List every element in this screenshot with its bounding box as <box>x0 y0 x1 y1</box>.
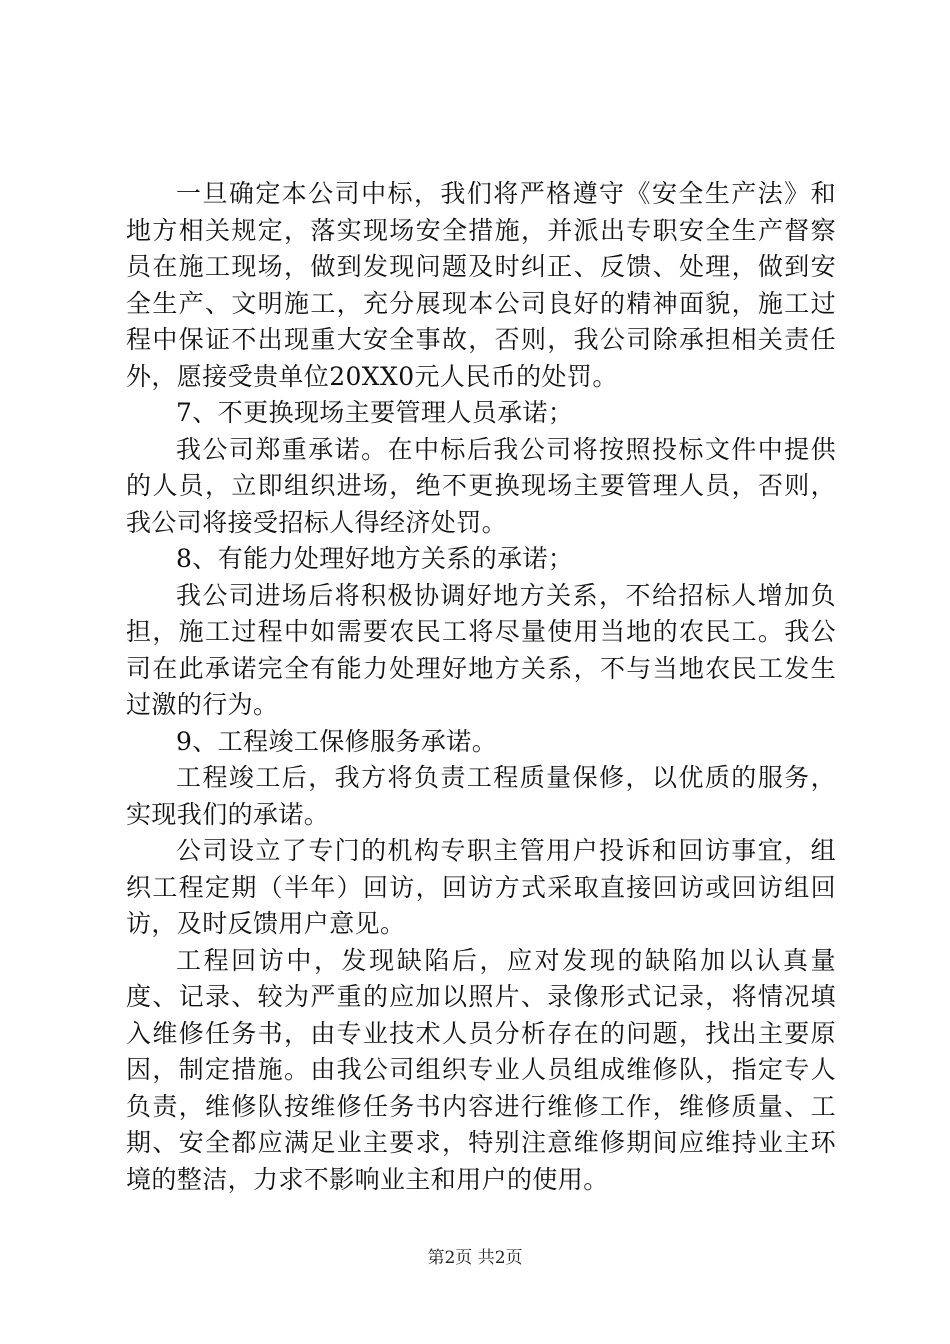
heading-item-9: 9、工程竣工保修服务承诺。 <box>176 726 498 756</box>
paragraph-warranty: 工程竣工后，我方将负责工程质量保修，以优质的服务，实现我们的承诺。 <box>126 763 836 829</box>
heading-item-8: 8、有能力处理好地方关系的承诺； <box>176 544 574 573</box>
paragraph-follow-up-visits: 公司设立了专门的机构专职主管用户投诉和回访事宜，组织工程定期（半年）回访，回访方式采取直接回访或回访组回访，及时反馈用户意见。 <box>126 836 836 938</box>
paragraph-local-relations: 我公司进场后将积极协调好地方关系，不给招标人增加负担，施工过程中如需要农民工将尽量使用当地的农民工。我公司在此承诺完全有能力处理好地方关系，不与当地农民工发生过激的行为。 <box>126 580 836 719</box>
paragraph-defect-repair: 工程回访中，发现缺陷后，应对发现的缺陷加以认真量度、记录、较为严重的应加以照片、录像形式记录，将情况填入维修任务书，由专业技术人员分析存在的问题，找出主要原因，制定措施。由我公司组织专业人员组成维修队，指定专人负责，维修队按维修任务书内容进行维修工作，维修质量、工期、安全都应满足业主要求，特别注意维修期间应维持业主环境的整洁，力求不影响业主和用户的使用。 <box>126 945 836 1194</box>
paragraph-safety-commitment: 一旦确定本公司中标，我们将严格遵守《安全生产法》和地方相关规定，落实现场安全措施，并派出专职安全生产督察员在施工现场，做到发现问题及时纠正、反馈、处理，做到安全生产、文明施工，充分展现本公司良好的精神面貌，施工过程中保证不出现重大安全事故，否则，我公司除承担相关责任外，愿接受贵单位20XX0元人民币的处罚。 <box>126 179 836 391</box>
heading-item-7: 7、不更换现场主要管理人员承诺； <box>176 398 574 427</box>
document-body <box>126 176 836 1198</box>
page-number-footer: 第2页 共2页 <box>427 1248 523 1268</box>
paragraph-staff-commitment: 我公司郑重承诺。在中标后我公司将按照投标文件中提供的人员，立即组织进场，绝不更换现场主要管理人员，否则，我公司将接受招标人得经济处罚。 <box>126 434 836 537</box>
